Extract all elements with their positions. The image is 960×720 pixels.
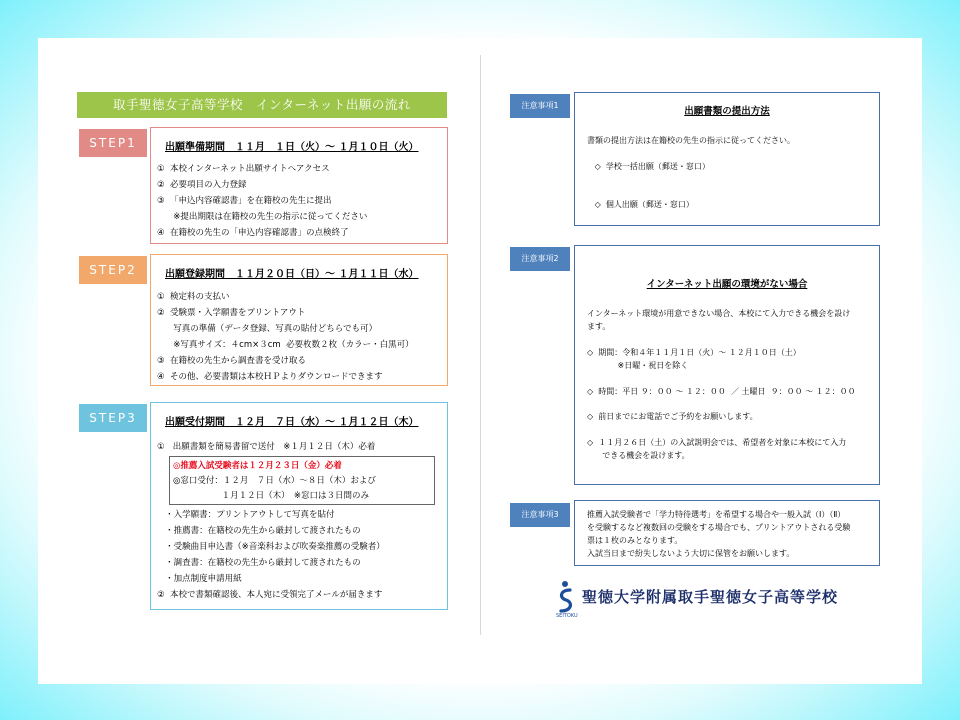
- note1-line: ◇ 学校一括出願（郵送・窓口）: [587, 162, 710, 171]
- step1-line: ② 必要項目の入力登録: [157, 180, 247, 190]
- school-logo: [556, 580, 846, 620]
- step3-deadline-box: [169, 456, 435, 505]
- note3-line: 入試当日まで紛失しないよう大切に保管をお願いします。: [587, 549, 795, 558]
- note2-heading: [575, 276, 879, 290]
- note3-line: 票は１枚のみとなります。: [587, 536, 683, 545]
- recommendation-deadline: ◎推薦入試受験者は１２月２３日（金）必着: [173, 461, 342, 471]
- note2-line: ◇ １１月２６日（土）の入試説明会では、希望者を対象に本校にて入力: [587, 438, 847, 447]
- step3-line: ・入学願書：プリントアウトして写真を貼付: [157, 510, 335, 520]
- step2-line: ④ その他、必要書類は本校ＨＰよりダウンロードできます: [157, 372, 383, 382]
- step2-line: 写真の準備（データ登録、写真の貼付どちらでも可）: [157, 324, 378, 334]
- step3-line: ・受験曲目申込書（※音楽科および吹奏楽推薦の受験者）: [157, 542, 385, 552]
- step1-line: ③ 「申込内容確認書」を在籍校の先生に提出: [157, 196, 332, 206]
- page-title: 取手聖徳女子高等学校 インターネット出願の流れ: [77, 92, 447, 118]
- step2-box: [150, 254, 448, 386]
- note2-line: インターネット環境が用意できない場合、本校にて入力できる機会を設け: [587, 309, 851, 318]
- step1-box: [150, 127, 448, 244]
- step3-tag: STEP3: [79, 404, 147, 432]
- school-name: 聖徳大学附属取手聖徳女子高等学校: [582, 588, 839, 606]
- step3-period: 出願受付期間 １２月 ７日（水）～ １月１２日（木）: [165, 417, 419, 428]
- note1-tag: 注意事項1: [510, 94, 570, 118]
- note1-heading-text: 出願書類の提出方法: [684, 106, 770, 117]
- step3-line: ・加点制度申請用紙: [157, 574, 242, 584]
- note2-line: ◇ 時間：平日 ９：００ ～ １２：００ ／ 土曜日 ９：００ ～ １２：００: [587, 387, 856, 396]
- note2-line: ◇ 期間：令和４年１１月１日（火）～ １２月１０日（土）: [587, 348, 801, 357]
- note1-line: ◇ 個人出願（郵送・窓口）: [587, 200, 694, 209]
- logo-subtext: SEITOKU: [556, 613, 578, 619]
- step3-line: ② 本校で書類確認後、本人宛に受領完了メールが届きます: [157, 590, 383, 600]
- step2-tag: STEP2: [79, 256, 147, 284]
- note2-line: ◇ 前日までにお電話でご予約をお願いします。: [587, 412, 758, 421]
- step3-line: ・調査書：在籍校の先生から厳封して渡されたもの: [157, 558, 361, 568]
- center-divider: [480, 55, 481, 635]
- note3-line: 推薦入試受験者で「学力特待選考」を希望する場合や一般入試（Ⅰ）（Ⅱ）: [587, 510, 846, 519]
- step1-line: ※提出期限は在籍校の先生の指示に従ってください: [157, 212, 368, 222]
- step2-line: ③ 在籍校の先生から調査書を受け取る: [157, 356, 307, 366]
- note3-tag: 注意事項3: [510, 503, 570, 527]
- note2-line: できる機会を設けます。: [587, 451, 690, 460]
- step1-period: 出願準備期間 １１月 １日（火）～ １月１０日（火）: [165, 142, 419, 153]
- note2-box: [574, 245, 880, 485]
- step2-line: ※写真サイズ：４cm×３cm 必要枚数２枚（カラー・白黒可）: [157, 340, 414, 350]
- step1-tag: STEP1: [79, 129, 147, 157]
- step2-line: ① 検定料の支払い: [157, 292, 230, 302]
- window-reception: ◎窓口受付：１２月 ７日（水）～８日（木）および: [173, 476, 376, 486]
- note1-box: [574, 92, 880, 226]
- step3-box: [150, 402, 448, 610]
- note2-tag: 注意事項2: [510, 247, 570, 271]
- note3-box: [574, 500, 880, 566]
- step3-line: ・推薦書：在籍校の先生から厳封して渡されたもの: [157, 526, 361, 536]
- seitoku-mark-icon: [556, 580, 576, 616]
- note2-line: ※日曜・祝日を除く: [587, 361, 689, 370]
- note2-heading-text: インターネット出願の環境がない場合: [646, 279, 808, 290]
- note1-heading: [575, 103, 879, 117]
- window-reception-dates: １月１２日（木） ※窓口は３日間のみ: [173, 491, 370, 501]
- step1-line: ④ 在籍校の先生の「申込内容確認書」の点検終了: [157, 228, 349, 238]
- step2-line: ② 受験票・入学願書をプリントアウト: [157, 308, 306, 318]
- note2-line: ます。: [587, 322, 611, 331]
- note1-line: 書類の提出方法は在籍校の先生の指示に従ってください。: [587, 136, 795, 145]
- step2-period: 出願登録期間 １１月２０日（日）～ １月１１日（水）: [165, 269, 419, 280]
- step3-line: ① 出願書類を簡易書留で送付 ※１月１２日（木）必着: [157, 442, 376, 452]
- step1-line: ① 本校インターネット出願サイトへアクセス: [157, 164, 330, 174]
- note3-line: を受験するなど複数回の受験をする場合でも、プリントアウトされる受験: [587, 523, 851, 532]
